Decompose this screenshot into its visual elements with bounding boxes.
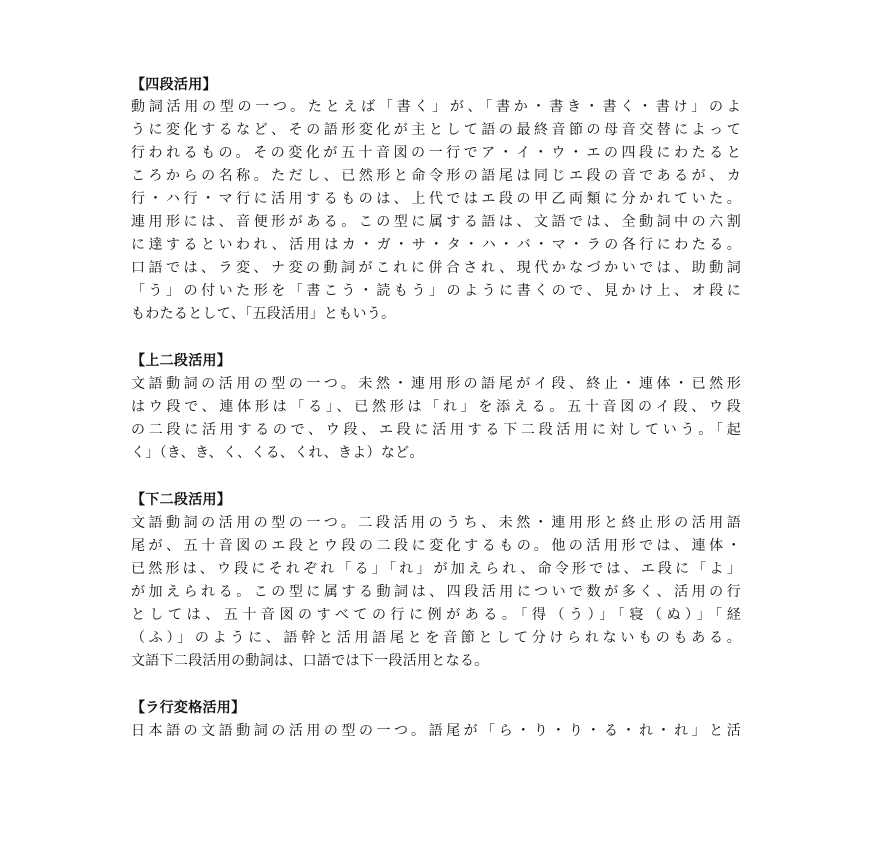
- paragraph-line: 已然形は、ウ段にそれぞれ「る」「れ」が加えられ、命令形では、エ段に「よ」: [131, 561, 741, 577]
- paragraph-line: ころからの名称。ただし、已然形と命令形の語尾は同じエ段の音であるが、カ: [131, 168, 741, 184]
- paragraph-line: く」（き、き、く、くる、くれ、きよ）など。: [131, 445, 424, 461]
- paragraph-line: 文語下二段活用の動詞は、口語では下一段活用となる。: [131, 653, 489, 669]
- paragraph-line: 尾が、五十音図のエ段とウ段の二段に変化するもの。他の活用形では、連体・: [131, 538, 741, 554]
- paragraph-line: もわたるとして、「五段活用」ともいう。: [131, 306, 396, 322]
- paragraph-line: 「う」の付いた形を「書こう・読もう」のように書くので、見かけ上、オ段に: [131, 283, 741, 299]
- paragraph-line: 行・ハ行・マ行に活用するものは、上代ではエ段の甲乙両類に分かれていた。: [131, 191, 741, 207]
- section-heading: 【上二段活用】: [131, 353, 232, 369]
- section-heading: 【下二段活用】: [131, 492, 232, 508]
- paragraph-line: 連用形には、音便形がある。この型に属する語は、文語では、全動詞中の六割: [131, 214, 741, 230]
- paragraph-line: に達するといわれ、活用はカ・ガ・サ・タ・ハ・バ・マ・ラの各行にわたる。: [131, 237, 741, 253]
- paragraph-line: としては、五十音図のすべての行に例がある。「得（う）」「寝（ぬ）」「経: [131, 607, 741, 623]
- paragraph-line: 文語動詞の活用の型の一つ。未然・連用形の語尾がイ段、終止・連体・已然形: [131, 376, 741, 392]
- paragraph-line: 動詞活用の型の一つ。たとえば「書く」が、「書か・書き・書く・書け」のよ: [131, 99, 741, 115]
- paragraph-line: 行われるもの。その変化が五十音図の一行でア・イ・ウ・エの四段にわたると: [131, 145, 741, 161]
- paragraph-line: はウ段で、連体形は「る」、已然形は「れ」を添える。五十音図のイ段、ウ段: [131, 399, 741, 415]
- paragraph-line: 日本語の文語動詞の活用の型の一つ。語尾が「ら・り・り・る・れ・れ」と活: [131, 723, 741, 739]
- paragraph-line: うに変化するなど、その語形変化が主として語の最終音節の母音交替によって: [131, 122, 741, 138]
- paragraph-line: 文語動詞の活用の型の一つ。二段活用のうち、未然・連用形と終止形の活用語: [131, 515, 741, 531]
- paragraph-line: 口語では、ラ変、ナ変の動詞がこれに併合され、現代かなづかいでは、助動詞: [131, 260, 741, 276]
- paragraph-line: （ふ）」のように、語幹と活用語尾とを音節として分けられないものもある。: [131, 630, 741, 646]
- paragraph-line: が加えられる。この型に属する動詞は、四段活用についで数が多く、活用の行: [131, 584, 741, 600]
- section-heading: 【四段活用】: [131, 77, 217, 93]
- section-heading: 【ラ行変格活用】: [131, 700, 246, 716]
- paragraph-line: の二段に活用するので、ウ段、エ段に活用する下二段活用に対していう。「起: [131, 422, 741, 438]
